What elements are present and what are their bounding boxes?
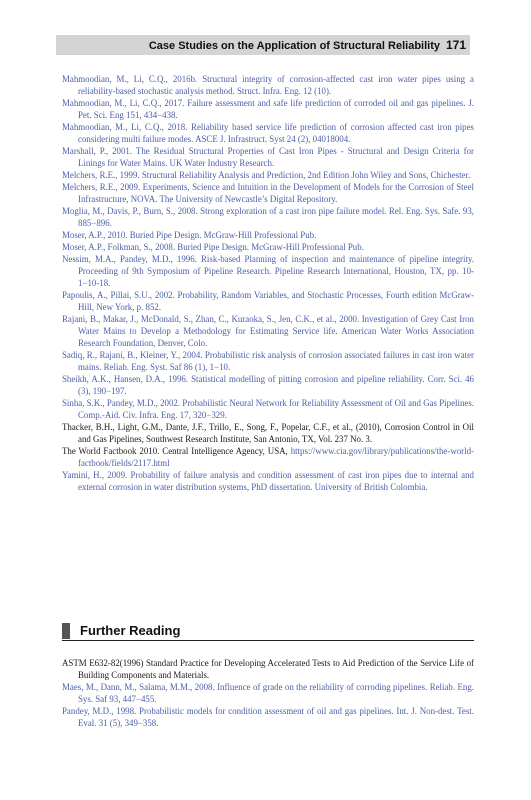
running-header-title: Case Studies on the Application of Structural Reliability (148, 40, 440, 52)
section-marker (62, 623, 70, 639)
further-reading-heading (62, 622, 474, 641)
reference-item[interactable]: Rajani, B., Makar, J., McDonald, S., Zhan, C., Kuraoka, S., Jen, C.K., et al., 2000. Investigation of Grey Cast Iron Water Mains to Develop a Methodology for Estimating Service life. American Water Works Association Research Foundation, Denver, Colo. (62, 314, 474, 348)
reference-item[interactable]: Melchers, R.E., 1999. Structural Reliability Analysis and Prediction, 2nd Edition John Wiley and Sons, Chichester. (62, 170, 471, 180)
reference-item[interactable]: Mahmoodian, M., Li, C.Q., 2017. Failure assessment and safe life prediction of corroded oil and gas pipelines. J. Pet. Sci. Eng 151, 434−438. (62, 98, 474, 120)
further-reading-list (62, 657, 474, 729)
further-reading-item: ASTM E632-82(1996) Standard Practice for Developing Accelerated Tests to Aid Prediction of the Service Life of Building Components and Materials. (62, 658, 474, 680)
section-title: Further Reading (80, 623, 181, 638)
reference-item: Thacker, B.H., Light, G.M., Dante, J.F., Trillo, E., Song, F., Popelar, C.F., et al., (2010), Corrosion Control in Oil and Gas Pipelines, Southwest Research Institute, San Antonio, TX, Vol. 237 No. 3. (62, 422, 474, 444)
reference-item[interactable]: Yamini, H., 2009. Probability of failure analysis and condition assessment of cast iron pipes due to internal and external corrosion in water distribution systems, PhD dissertation. University of British Colombia. (62, 470, 474, 492)
reference-item[interactable]: Moser, A.P., Folkman, S., 2008. Buried Pipe Design. McGraw-Hill Professional Pub. (62, 242, 364, 252)
reference-item (62, 445, 474, 469)
reference-text: The World Factbook 2010. Central Intelligence Agency, USA, (62, 446, 291, 456)
reference-item[interactable]: Mahmoodian, M., Li, C.Q., 2016b. Structural integrity of corrosion-affected cast iron water pipes using a reliability-based stochastic analysis method. Struct. Infra. Eng. 12 (10). (62, 74, 474, 96)
reference-item[interactable]: Mahmoodian, M., Li, C.Q., 2018. Reliability based service life prediction of corrosion affected cast iron pipes considering multi failure modes. ASCE J. Infrastruct. Syst 24 (2), 04018004. (62, 122, 474, 144)
reference-item[interactable]: Sadiq, R., Rajani, B., Kleiner, Y., 2004. Probabilistic risk analysis of corrosion associated failures in cast iron water mains. Reliab. Eng. Syst. Saf 86 (1), 1−10. (62, 350, 474, 372)
reference-item[interactable]: Sheikh, A.K., Hansen, D.A., 1996. Statistical modelling of pitting corrosion and pipeline reliability. Corr. Sci. 46 (3), 190−197. (62, 374, 474, 396)
reference-item[interactable]: Nessim, M.A., Pandey, M.D., 1996. Risk-based Planning of inspection and maintenance of pipeline integrity. Proceeding of 9th Symposium of Pipeline Research. Pipeline Research International, Houston, TX, pp. 10-1−10-18. (62, 254, 474, 288)
reference-item[interactable]: Sinha, S.K., Pandey, M.D., 2002. Probabilistic Neural Network for Reliability Assessment of Oil and Gas Pipelines. Comp.-Aid. Civ. Infra. Eng. 17, 320−329. (62, 398, 474, 420)
reference-item[interactable]: Moglia, M., Davis, P., Burn, S., 2008. Strong exploration of a cast iron pipe failure model. Rel. Eng. Sys. Safe. 93, 885−896. (62, 206, 474, 228)
further-reading-item[interactable]: Pandey, M.D., 1998. Probabilistic models for condition assessment of oil and gas pipelines. Int. J. Non-dest. Test. Eval. 31 (5), 349−358. (62, 706, 474, 728)
further-reading-item[interactable]: Maes, M., Dann, M., Salama, M.M., 2008. Influence of grade on the reliability of corroding pipelines. Reliab. Eng. Sys. Saf 93, 447−455. (62, 682, 474, 704)
reference-item[interactable]: Moser, A.P., 2010. Buried Pipe Design. McGraw-Hill Professional Pub. (62, 230, 317, 240)
reference-list (62, 73, 474, 493)
reference-item[interactable]: Marshall, P., 2001. The Residual Structural Properties of Cast Iron Pipes - Structural and Design Criteria for Linings for Water Mains. UK Water Industry Research. (62, 146, 474, 168)
reference-item[interactable]: Papoulis, A., Pillai, S.U., 2002. Probability, Random Variables, and Stochastic Processes, Fourth edition McGraw-Hill, New York, p. 852. (62, 290, 474, 312)
page-number: 171 (445, 38, 467, 52)
reference-item[interactable]: Melchers, R.E., 2009. Experiments, Science and Intuition in the Development of Models for the Corrosion of Steel Infrastructure, NOVA. The University of Newcastle’s Digital Repository. (62, 182, 474, 204)
reference-url-link[interactable]: https://www.cia.gov/library/publications/the-world-factbook/fields/2117.html (78, 446, 474, 468)
